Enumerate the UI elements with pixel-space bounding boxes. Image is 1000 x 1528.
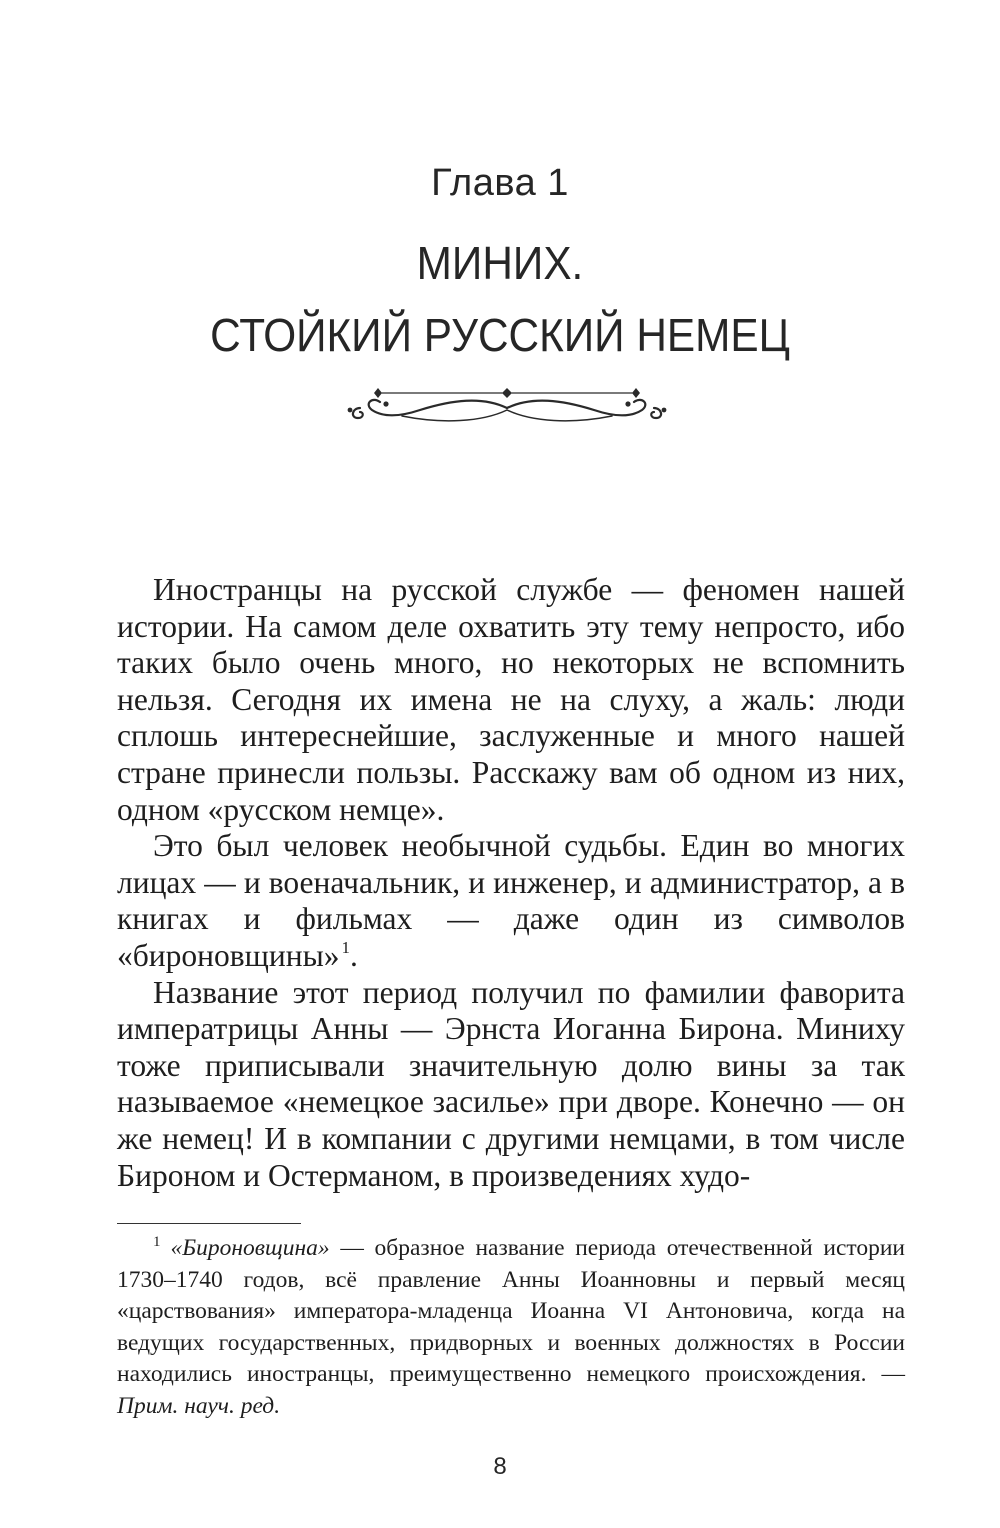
footnote-divider bbox=[117, 1223, 301, 1224]
footnote bbox=[117, 1233, 905, 1423]
footnote-term: «Бироновщина» bbox=[170, 1235, 330, 1261]
paragraph-3: Название этот период получил по фамилии фаворита императрицы Анны — Эрнста Иоганна Бирона. Миниху тоже приписывали значительную долю вины за так называемое «немецкое засилье» при дворе. Конечно — он же немец! И в компании с другими немцами, в том числе Бироном и Остерманом, в произведениях худо- bbox=[117, 974, 905, 1193]
flourish-divider-icon bbox=[342, 380, 672, 430]
footnote-number: 1 bbox=[153, 1234, 161, 1250]
paragraph-1: Иностранцы на русской службе — феномен нашей истории. На самом деле охватить эту тему непросто, ибо таких было очень много, но некоторых не вспомнить нельзя. Сегодня их имена не на слуху, а жаль: люди сплошь интереснейшие, заслуженные и много нашей стране принесли пользы. Расскажу вам об одном из них, одном «русском немце». bbox=[117, 572, 905, 827]
footnote-text: — образное название периода отечественной истории 1730–1740 годов, всё правление Анны Иоанновны и первый месяц «царствования» императора-младенца Иоанна VI Антоновича, когда на ведущих государственных, придворных и военных должностях в России находились иностранцы, преимущественно немецкого происхождения. — bbox=[117, 1235, 905, 1388]
body-text bbox=[117, 572, 905, 1194]
chapter-title-line-1: МИНИХ. bbox=[416, 237, 584, 289]
page-number: 8 bbox=[493, 1453, 507, 1480]
footnote-attribution: Прим. науч. ред. bbox=[117, 1392, 281, 1419]
footnote-reference[interactable]: 1 bbox=[341, 937, 350, 957]
paragraph-2: Это был человек необычной судьбы. Един во многих лицах — и военачальник, и инженер, и администратор, а в книгах и фильмах — даже один из символов «бироновщины» $^1$. bbox=[117, 828, 905, 973]
paragraph-2-text: Это был человек необычной судьбы. Един во многих лицах — и военачальник, и инженер, и администратор, а в книгах и фильмах — даже один из символов «бироновщины» bbox=[117, 828, 905, 973]
chapter-title-line-2: СТОЙКИЙ РУССКИЙ НЕМЕЦ bbox=[210, 309, 790, 361]
chapter-number: Глава 1 bbox=[431, 162, 569, 204]
